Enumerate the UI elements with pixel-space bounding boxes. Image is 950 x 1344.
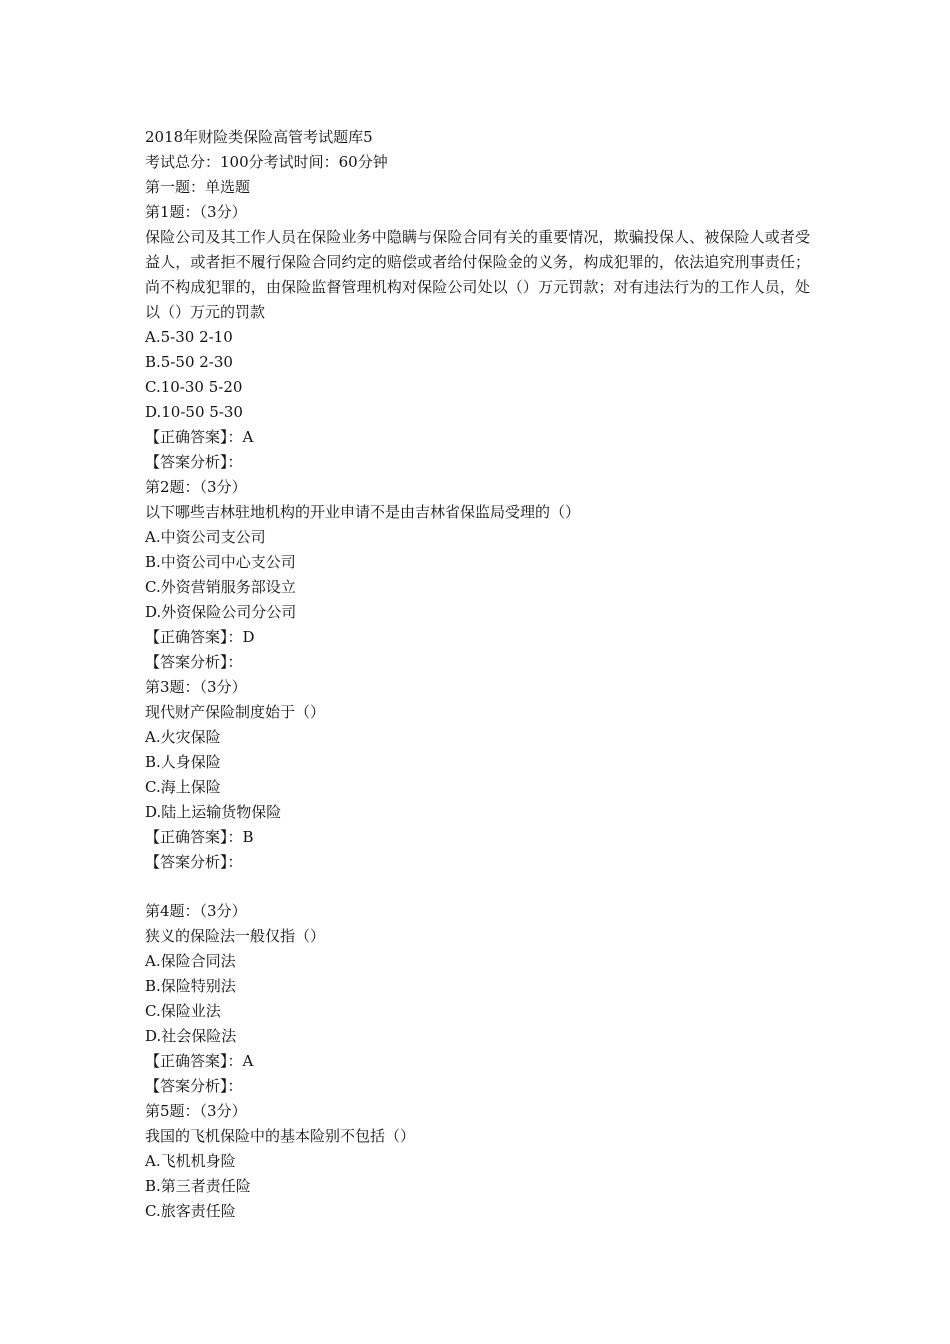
correct-answer: 【正确答案】：D [145,628,255,646]
answer-analysis: 【答案分析】： [145,653,243,671]
option-a: A.火灾保险 [145,728,221,746]
question-text: 狭义的保险法一般仅指（） [145,927,326,945]
question-header: 第4题：（3分） [145,902,247,920]
question-4 [145,899,810,1099]
correct-answer: 【正确答案】：A [145,428,254,446]
option-b: B.保险特别法 [145,977,236,995]
option-a: A.5-30 2-10 [145,328,233,346]
question-text: 保险公司及其工作人员在保险业务中隐瞒与保险合同有关的重要情况，欺骗投保人、被保险人或者受益人，或者拒不履行保险合同约定的赔偿或者给付保险金的义务，构成犯罪的，依法追究刑事责任；尚不构成犯罪的，由保险监督管理机构对保险公司处以（）万元罚款；对有违法行为的工作人员，处以（）万元的罚款 [145,228,810,321]
question-header: 第5题：（3分） [145,1102,247,1120]
section-title: 第一题：单选题 [145,178,251,196]
answer-analysis: 【答案分析】： [145,1077,243,1095]
option-b: B.中资公司中心支公司 [145,553,296,571]
correct-answer: 【正确答案】：B [145,828,254,846]
question-text: 以下哪些吉林驻地机构的开业申请不是由吉林省保监局受理的（） [145,503,581,521]
option-c: C.保险业法 [145,1002,221,1020]
question-header: 第2题：（3分） [145,478,247,496]
document-page [145,125,810,1224]
answer-analysis: 【答案分析】： [145,853,243,871]
question-text: 现代财产保险制度始于（） [145,703,326,721]
question-text: 我国的飞机保险中的基本险别不包括（） [145,1127,416,1145]
option-c: C.外资营销服务部设立 [145,578,296,596]
option-d: D.外资保险公司分公司 [145,603,297,621]
question-3 [145,675,810,875]
option-d: D.社会保险法 [145,1027,237,1045]
exam-info: 考试总分：100分考试时间：60分钟 [145,153,388,171]
option-b: B.人身保险 [145,753,221,771]
option-a: A.飞机机身险 [145,1152,236,1170]
option-b: B.5-50 2-30 [145,353,233,371]
option-d: D.10-50 5-30 [145,403,243,421]
question-header: 第1题：（3分） [145,203,247,221]
option-c: C.10-30 5-20 [145,378,243,396]
option-b: B.第三者责任险 [145,1177,251,1195]
blank-line [145,875,810,899]
question-5 [145,1099,810,1224]
document-title: 2018年财险类保险高管考试题库5 [145,128,373,146]
option-a: A.中资公司支公司 [145,528,266,546]
question-header: 第3题：（3分） [145,678,247,696]
question-1 [145,200,810,475]
option-a: A.保险合同法 [145,952,236,970]
option-c: C.旅客责任险 [145,1202,236,1220]
option-d: D.陆上运输货物保险 [145,803,282,821]
option-c: C.海上保险 [145,778,221,796]
question-2 [145,475,810,675]
answer-analysis: 【答案分析】： [145,453,243,471]
correct-answer: 【正确答案】：A [145,1052,254,1070]
